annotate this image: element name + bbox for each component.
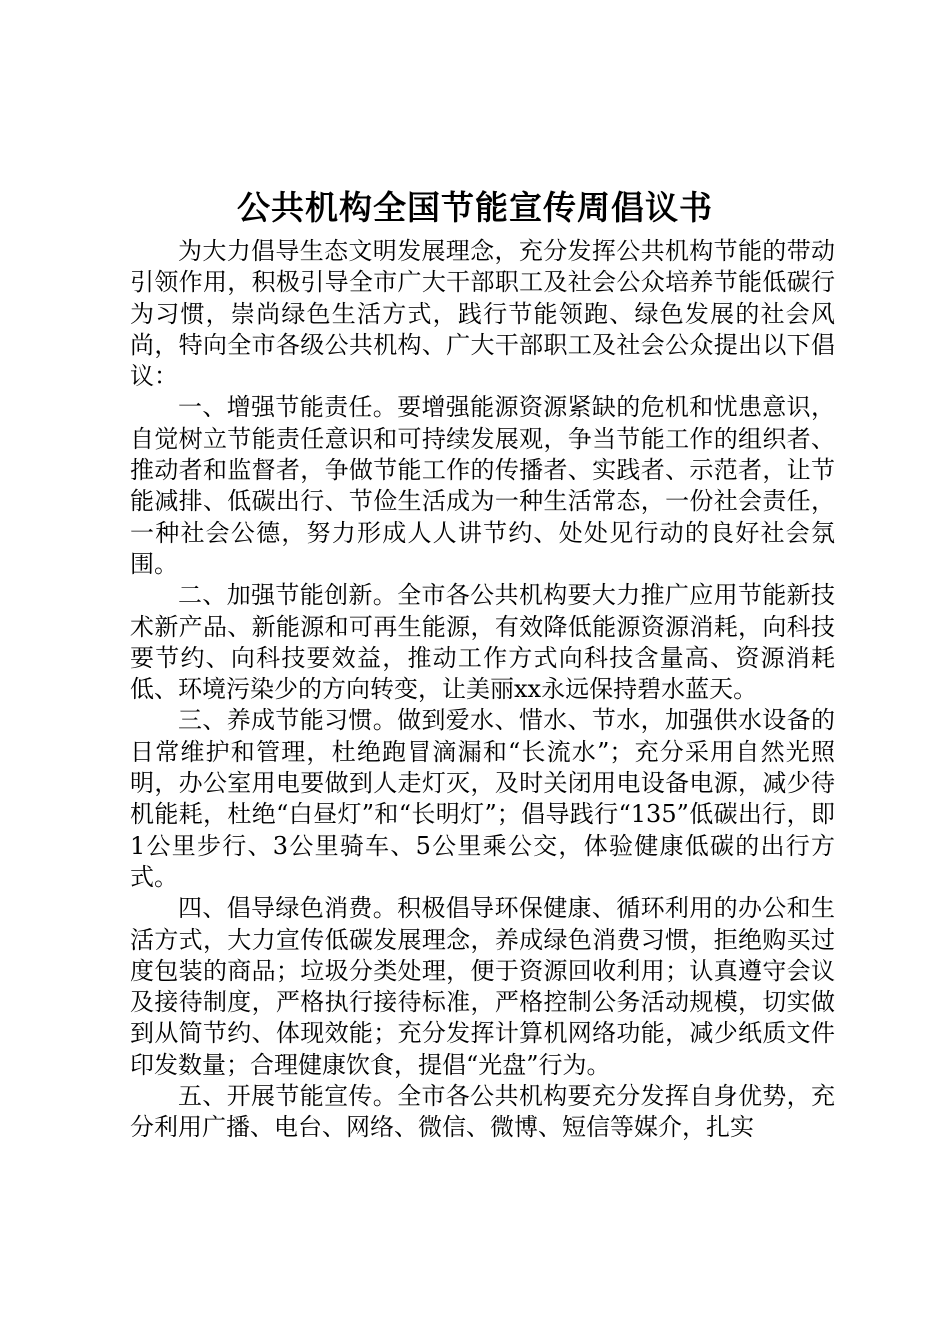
paragraph-intro: 为大力倡导生态文明发展理念，充分发挥公共机构节能的带动引领作用，积极引导全市广大干部职工及社会公众培养节能低碳行为习惯，崇尚绿色生活方式，践行节能领跑、绿色发展的社会风尚，特向全市各级公共机构、广大干部职工及社会公众提出以下倡议： [130,237,835,391]
paragraph-item-5: 五、开展节能宣传。全市各公共机构要充分发挥自身优势，充分利用广播、电台、网络、微信、微博、短信等媒介，扎实 [130,1082,835,1142]
paragraph-item-3: 三、养成节能习惯。做到爱水、惜水、节水，加强供水设备的日常维护和管理，杜绝跑冒滴漏和“长流水”；充分采用自然光照明，办公室用电要做到人走灯灭，及时关闭用电设备电源，减少待机能耗，杜绝“白昼灯”和“长明灯”；倡导践行“135”低碳出行，即1公里步行、3公里骑车、5公里乘公交，体验健康低碳的出行方式。 [130,706,835,891]
paragraph-item-2: 二、加强节能创新。全市各公共机构要大力推广应用节能新技术新产品、新能源和可再生能源，有效降低能源资源消耗，向科技要节约、向科技要效益，推动工作方式向科技含量高、资源消耗低、环境污染少的方向转变，让美丽xx永远保持碧水蓝天。 [130,581,835,704]
paragraph-item-1: 一、增强节能责任。要增强能源资源紧缺的危机和忧患意识，自觉树立节能责任意识和可持续发展观，争当节能工作的组织者、推动者和监督者，争做节能工作的传播者、实践者、示范者，让节能减排、低碳出行、节俭生活成为一种生活常态，一份社会责任，一种社会公德，努力形成人人讲节约、处处见行动的良好社会氛围。 [130,393,835,578]
document-title: 公共机构全国节能宣传周倡议书 [237,188,713,227]
paragraph-item-4: 四、倡导绿色消费。积极倡导环保健康、循环利用的办公和生活方式，大力宣传低碳发展理念，养成绿色消费习惯，拒绝购买过度包装的商品；垃圾分类处理，便于资源回收利用；认真遵守会议及接待制度，严格执行接待标准，严格控制公务活动规模，切实做到从简节约、体现效能；充分发挥计算机网络功能，减少纸质文件印发数量；合理健康饮食，提倡“光盘”行为。 [130,894,835,1079]
document-body [130,236,835,1144]
